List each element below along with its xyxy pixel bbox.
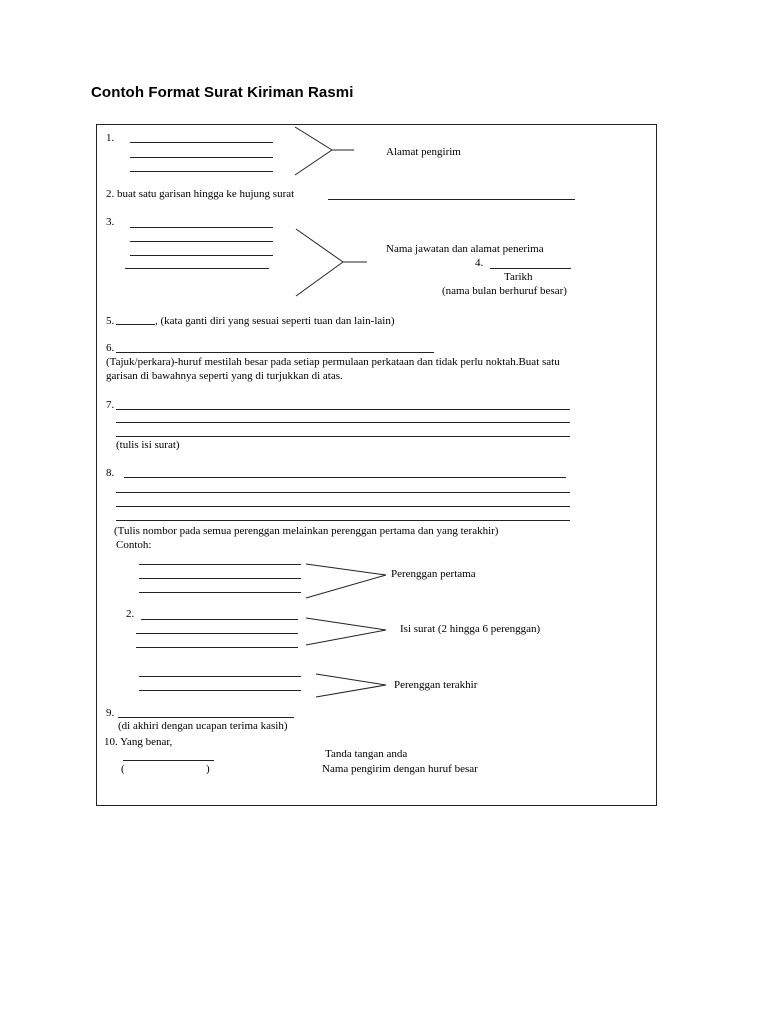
page-title: Contoh Format Surat Kiriman Rasmi: [91, 84, 354, 101]
example-paragraph-number: 2.: [126, 608, 135, 620]
item-8-note: (Tulis nombor pada semua perenggan melainkan perenggan pertama dan yang terakhir): [114, 525, 499, 537]
last-paragraph-label: Perenggan terakhir: [394, 679, 478, 691]
sender-address-label: Alamat pengirim: [386, 146, 461, 158]
date-note: (nama bulan berhuruf besar): [442, 285, 567, 297]
signature-line: [123, 760, 214, 761]
item-7-number: 7.: [106, 399, 115, 411]
first-paragraph-label: Perenggan pertama: [391, 568, 476, 580]
closing-line: [118, 717, 294, 718]
signature-label: Tanda tangan anda: [325, 748, 408, 760]
item-9-number: 9.: [106, 707, 115, 719]
item-9-note: (di akhiri dengan ucapan terima kasih): [118, 720, 288, 732]
example-label: Contoh:: [116, 539, 152, 551]
name-paren-close: ): [206, 763, 210, 775]
date-label: Tarikh: [504, 271, 533, 283]
item-4-number: 4.: [475, 257, 484, 269]
name-paren-open: (: [121, 763, 125, 775]
recipient-label: Nama jawatan dan alamat penerima: [386, 243, 544, 255]
item-6-note-line-2: garisan di bawahnya seperti yang di turjukkan di atas.: [106, 370, 343, 382]
item-1-number: 1.: [106, 132, 115, 144]
body-paragraph-label: Isi surat (2 hingga 6 perenggan): [400, 623, 541, 635]
item-7-note: (tulis isi surat): [116, 439, 180, 451]
sender-name-label: Nama pengirim dengan huruf besar: [322, 763, 478, 775]
item-2-text: 2. buat satu garisan hingga ke hujung surat: [106, 188, 295, 200]
item-6-note-line-1: (Tajuk/perkara)-huruf mestilah besar pada setiap permulaan perkataan dan tidak perlu noktah.Buat satu: [106, 356, 560, 368]
item-8-number: 8.: [106, 467, 115, 479]
item-5-text: , (kata ganti diri yang sesuai seperti tuan dan lain-lain): [155, 315, 395, 327]
item-10-text: 10. Yang benar,: [104, 736, 173, 748]
item-3-number: 3.: [106, 216, 115, 228]
item-5-number: 5.: [106, 315, 115, 327]
item-6-number: 6.: [106, 342, 115, 354]
